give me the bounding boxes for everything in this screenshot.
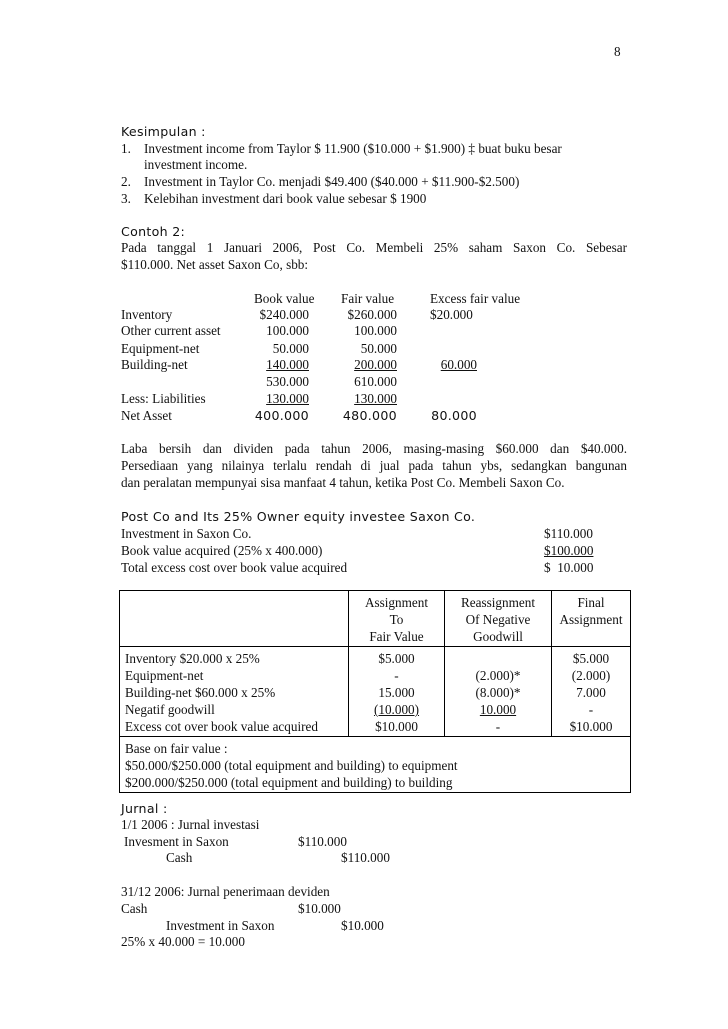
header-final-1: Final — [577, 595, 605, 610]
laba-paragraph-line3: dan peralatan mempunyai sisa manfaat 4 tahun, ketika Post Co. Membeli Saxon Co. — [121, 475, 565, 490]
assignment-note: Base on fair value : — [125, 741, 228, 756]
asset-row-fair: 610.000 — [354, 374, 397, 389]
assignment-reassign: (8.000)* — [475, 685, 521, 700]
laba-paragraph-line2: Persediaan yang nilainya terlalu rendah di jual pada tahun ybs, sedangkan bangunan — [121, 458, 627, 473]
kesimpulan-heading: Kesimpulan : — [121, 124, 206, 139]
contoh-heading: Contoh 2: — [121, 224, 186, 239]
contoh-paragraph-line2: $110.000. Net asset Saxon Co, sbb: — [121, 257, 309, 272]
asset-row-book: 400.000 — [254, 408, 309, 423]
asset-row-book: 140.000 — [266, 357, 309, 372]
header-final-2: Assignment — [559, 612, 623, 627]
assignment-fair: (10.000) — [373, 702, 420, 717]
kesimpulan-item-3-line1: Kelebihan investment dari book value sebesar $ 1900 — [144, 191, 427, 206]
asset-row-book: $240.000 — [259, 307, 309, 322]
jurnal-entry1-credit-label: Cash — [166, 850, 193, 865]
jurnal-entry1-debit-value: $110.000 — [298, 834, 347, 849]
assignment-final: 7.000 — [576, 685, 606, 700]
asset-row-book: 100.000 — [266, 323, 309, 338]
asset-row-label: Less: Liabilities — [121, 391, 206, 406]
assignment-final: - — [588, 702, 594, 717]
asset-row-label: Building-net — [121, 357, 188, 372]
asset-row-excess: $20.000 — [430, 307, 473, 322]
assignment-reassign: - — [495, 719, 501, 734]
assignment-reassign: 10.000 — [479, 702, 517, 717]
post-heading: Post Co and Its 25% Owner equity investee Saxon Co. — [121, 509, 476, 524]
header-assignment-3: Fair Value — [369, 629, 424, 644]
post-row-value: $110.000 — [544, 526, 593, 541]
jurnal-entry2-date: 31/12 2006: Jurnal penerimaan deviden — [121, 884, 330, 899]
asset-row-label: Other current asset — [121, 323, 221, 338]
assignment-final: $10.000 — [569, 719, 613, 734]
asset-header-excess: Excess fair value — [430, 291, 521, 306]
post-row-value: $ 10.000 — [544, 560, 594, 575]
asset-row-book: 530.000 — [266, 374, 309, 389]
kesimpulan-item-2-num: 2. — [121, 174, 131, 189]
asset-row-fair: 480.000 — [342, 408, 397, 423]
post-row-label: Book value acquired (25% x 400.000) — [121, 543, 323, 558]
kesimpulan-item-3-num: 3. — [121, 191, 131, 206]
assignment-final: (2.000) — [571, 668, 611, 683]
asset-row-label: Inventory — [121, 307, 173, 322]
assignment-label: Excess cot over book value acquired — [125, 719, 318, 734]
jurnal-heading: Jurnal : — [121, 801, 168, 816]
assignment-label: Inventory $20.000 x 25% — [125, 651, 260, 666]
post-row-value: $100.000 — [544, 543, 594, 558]
header-reassignment-2: Of Negative — [465, 612, 531, 627]
assignment-label: Equipment-net — [125, 668, 204, 683]
post-row-label: Investment in Saxon Co. — [121, 526, 252, 541]
asset-header-book: Book value — [254, 291, 315, 306]
asset-row-book: 130.000 — [266, 391, 309, 406]
assignment-note: $50.000/$250.000 (total equipment and building) to equipment — [125, 758, 458, 773]
asset-header-fair: Fair value — [341, 291, 395, 306]
asset-row-label: Equipment-net — [121, 341, 200, 356]
assignment-header-row — [120, 591, 631, 647]
page-number: 8 — [614, 44, 621, 59]
kesimpulan-item-1-line2: investment income. — [144, 157, 248, 172]
jurnal-entry2-calc: 25% x 40.000 = 10.000 — [121, 934, 245, 949]
assignment-fair: $5.000 — [378, 651, 415, 666]
asset-row-label: Net Asset — [121, 408, 172, 423]
kesimpulan-item-1-num: 1. — [121, 141, 131, 156]
laba-paragraph-line1: Laba bersih dan dividen pada tahun 2006, masing-masing $60.000 dan $40.000. — [121, 441, 627, 456]
asset-row-fair: 100.000 — [354, 323, 397, 338]
assignment-fair: - — [394, 668, 399, 683]
asset-row-excess: 80.000 — [431, 408, 477, 423]
jurnal-entry2-credit-label: Investment in Saxon — [166, 918, 275, 933]
assignment-table — [119, 590, 631, 793]
asset-row-fair: $260.000 — [347, 307, 397, 322]
asset-row-book: 50.000 — [272, 341, 309, 356]
assignment-note: $200.000/$250.000 (total equipment and building) to building — [125, 775, 453, 790]
assignment-reassign: (2.000)* — [475, 668, 521, 683]
assignment-reassign — [449, 650, 547, 667]
jurnal-entry2-credit-value: $10.000 — [341, 918, 384, 933]
assignment-fair: 15.000 — [378, 685, 415, 700]
jurnal-entry1-credit-value: $110.000 — [341, 850, 390, 865]
assignment-final: $5.000 — [572, 651, 610, 666]
header-assignment-2: To — [389, 612, 404, 627]
contoh-paragraph-line1: Pada tanggal 1 Januari 2006, Post Co. Membeli 25% saham Saxon Co. Sebesar — [121, 240, 627, 255]
asset-row-fair: 50.000 — [360, 341, 397, 356]
header-reassignment-1: Reassignment — [461, 595, 535, 610]
assignment-label: Building-net $60.000 x 25% — [125, 685, 276, 700]
kesimpulan-item-1-line1: Investment income from Taylor $ 11.900 ($10.000 + $1.900) ‡ buat buku besar — [144, 141, 562, 156]
assignment-fair: $10.000 — [375, 719, 418, 734]
post-row-label: Total excess cost over book value acquired — [121, 560, 348, 575]
jurnal-entry2-debit-value: $10.000 — [298, 901, 341, 916]
kesimpulan-item-2-line1: Investment in Taylor Co. menjadi $49.400 ($40.000 + $11.900-$2.500) — [144, 174, 520, 189]
jurnal-entry1-date: 1/1 2006 : Jurnal investasi — [121, 817, 260, 832]
header-reassignment-3: Goodwill — [473, 629, 523, 644]
assignment-notes-row — [120, 737, 631, 793]
asset-row-excess: 60.000 — [440, 357, 477, 372]
jurnal-entry1-debit-label: Invesment in Saxon — [124, 834, 229, 849]
header-assignment-1: Assignment — [364, 595, 428, 610]
assignment-label: Negatif goodwill — [125, 702, 215, 717]
asset-row-fair: 200.000 — [354, 357, 397, 372]
jurnal-entry2-debit-label: Cash — [121, 901, 148, 916]
assignment-body-row — [120, 647, 631, 737]
asset-row-fair: 130.000 — [354, 391, 397, 406]
